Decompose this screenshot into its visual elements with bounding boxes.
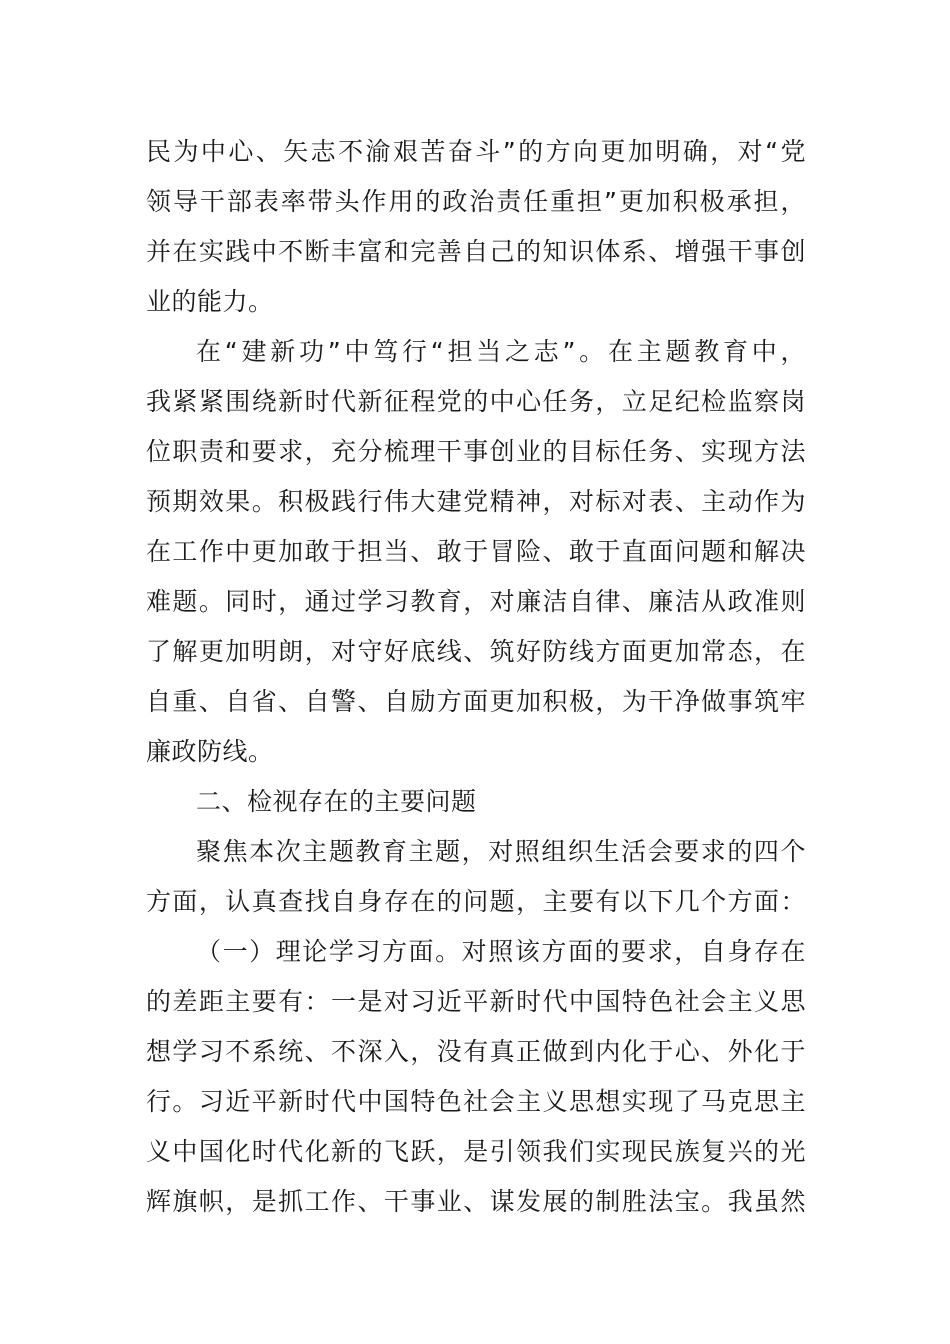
body-text-line: 预期效果。积极践行伟大建党精神，对标对表、主动作为 — [146, 487, 806, 516]
body-text-line: 领导干部表率带头作用的政治责任重担”更加积极承担， — [146, 187, 806, 216]
paragraph-first-line: （一）理论学习方面。对照该方面的要求，自身存在 — [196, 937, 806, 966]
body-text-line: 行。习近平新时代中国特色社会主义思想实现了马克思主 — [146, 1087, 806, 1116]
body-text-line: 难题。同时，通过学习教育，对廉洁自律、廉洁从政准则 — [146, 587, 806, 616]
body-text-line: 民为中心、矢志不渝艰苦奋斗”的方向更加明确，对“党 — [146, 137, 806, 166]
body-text-line: 义中国化时代化新的飞跃，是引领我们实现民族复兴的光 — [146, 1137, 806, 1166]
paragraph-first-line: 在“建新功”中笃行“担当之志”。在主题教育中， — [196, 337, 806, 366]
body-text-line: 我紧紧围绕新时代新征程党的中心任务，立足纪检监察岗 — [146, 387, 806, 416]
body-text-line: 想学习不系统、不深入，没有真正做到内化于心、外化于 — [146, 1037, 806, 1066]
body-text-line: 方面，认真查找自身存在的问题，主要有以下几个方面： — [146, 887, 806, 916]
body-text-line: 辉旗帜，是抓工作、干事业、谋发展的制胜法宝。我虽然 — [146, 1187, 806, 1216]
paragraph-first-line: 聚焦本次主题教育主题，对照组织生活会要求的四个 — [196, 837, 806, 866]
body-text-line: 在工作中更加敢于担当、敢于冒险、敢于直面问题和解决 — [146, 537, 806, 566]
section-heading: 二、检视存在的主要问题 — [196, 787, 477, 816]
body-text-line: 业的能力。 — [146, 287, 274, 316]
body-text-line: 廉政防线。 — [146, 737, 274, 766]
body-text-line: 了解更加明朗，对守好底线、筑好防线方面更加常态，在 — [146, 637, 806, 666]
body-text-line: 位职责和要求，充分梳理干事创业的目标任务、实现方法 — [146, 437, 806, 466]
body-text-line: 并在实践中不断丰富和完善自己的知识体系、增强干事创 — [146, 237, 806, 266]
body-text-line: 自重、自省、自警、自励方面更加积极，为干净做事筑牢 — [146, 687, 806, 716]
body-text-line: 的差距主要有：一是对习近平新时代中国特色社会主义思 — [146, 987, 806, 1016]
